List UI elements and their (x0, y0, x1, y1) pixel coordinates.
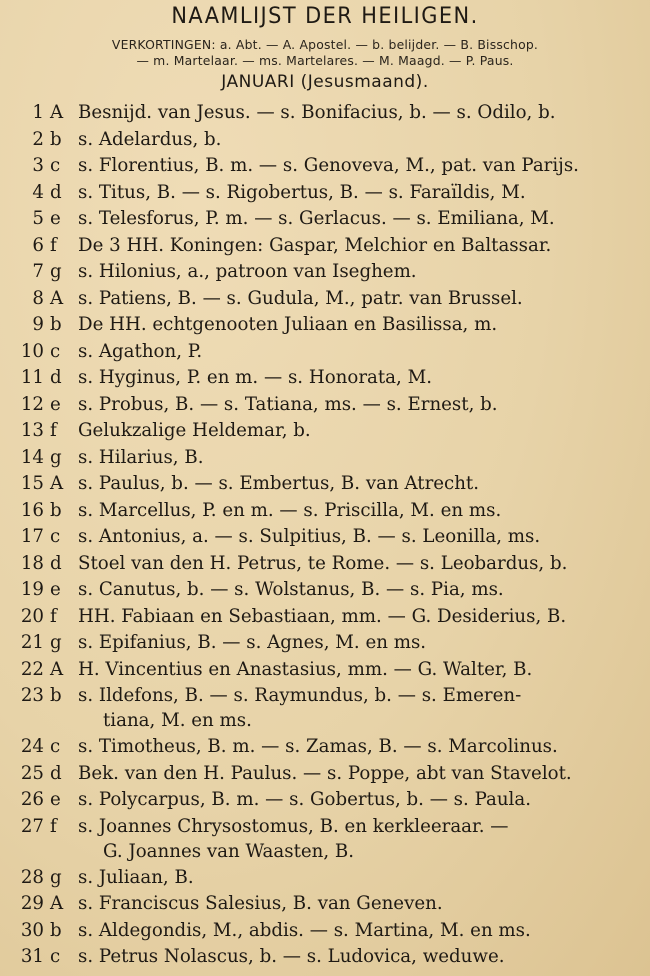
day-number: 18 (20, 552, 44, 574)
day-number: 23 (20, 685, 44, 706)
dominical-letter: g (50, 866, 62, 888)
day-number: 4 (32, 181, 44, 203)
day-number: 30 (20, 919, 44, 941)
saints-text: s. Marcellus, P. en m. — s. Priscilla, M. en ms. (78, 499, 502, 521)
list-item (0, 524, 650, 551)
dominical-letter: f (50, 234, 57, 256)
dominical-letter: e (50, 579, 61, 600)
day-number: 1 (32, 102, 44, 123)
list-item (0, 761, 650, 788)
saints-text: s. Juliaan, B. (78, 866, 194, 888)
list-item (0, 259, 650, 286)
saints-text: s. Agathon, P. (78, 340, 203, 362)
saints-text: s. Hilarius, B. (78, 446, 204, 468)
dominical-letter: e (50, 393, 61, 415)
saints-text-continuation: tiana, M. en ms. (103, 710, 252, 731)
dominical-letter: A (50, 893, 64, 914)
saints-text-continuation: G. Joannes van Waasten, B. (103, 840, 355, 862)
list-item (0, 233, 650, 260)
dominical-letter: g (50, 632, 62, 653)
saints-text: s. Timotheus, B. m. — s. Zamas, B. — s. Marcolinus. (78, 736, 558, 757)
day-number: 26 (20, 789, 44, 810)
dominical-letter: d (50, 552, 62, 574)
saints-text: Gelukzalige Heldemar, b. (78, 420, 311, 441)
day-number: 17 (20, 526, 44, 547)
list-item (0, 392, 650, 419)
saints-text: s. Adelardus, b. (78, 128, 222, 150)
dominical-letter: f (50, 815, 57, 837)
dominical-letter: b (50, 685, 62, 706)
dominical-letter: d (50, 181, 62, 203)
day-number: 28 (20, 866, 44, 888)
day-number: 19 (20, 579, 44, 600)
list-item (0, 891, 650, 918)
saints-text: De HH. echtgenooten Juliaan en Basilissa, m. (78, 314, 498, 335)
day-number: 13 (20, 420, 44, 441)
day-number: 31 (20, 946, 44, 967)
list-item (0, 312, 650, 339)
list-item (0, 180, 650, 207)
list-item (0, 918, 650, 945)
list-item (0, 683, 650, 734)
saints-text: De 3 HH. Koningen: Gaspar, Melchior en Baltassar. (78, 234, 552, 256)
list-item (0, 814, 650, 865)
saints-text: s. Antonius, a. — s. Sulpitius, B. — s. Leonilla, ms. (78, 526, 541, 547)
day-number: 29 (20, 893, 44, 914)
dominical-letter: A (50, 287, 64, 309)
saints-text: Bek. van den H. Paulus. — s. Poppe, abt van Stavelot. (78, 762, 572, 784)
day-number: 24 (20, 736, 44, 757)
dominical-letter: f (50, 605, 57, 627)
list-item (0, 551, 650, 578)
day-number: 3 (32, 155, 44, 176)
list-item (0, 944, 650, 971)
list-item (0, 787, 650, 814)
list-item (0, 206, 650, 233)
saints-text: H. Vincentius en Anastasius, mm. — G. Walter, B. (78, 658, 533, 680)
day-number: 21 (20, 632, 44, 653)
list-item (0, 865, 650, 892)
saints-text: s. Franciscus Salesius, B. van Geneven. (78, 893, 443, 914)
list-item (0, 127, 650, 154)
page-title: NAAMLIJST DER HEILIGEN. (171, 4, 479, 29)
dominical-letter: g (50, 446, 62, 468)
saints-text: s. Hyginus, P. en m. — s. Honorata, M. (78, 367, 432, 388)
dominical-letter: c (50, 736, 61, 757)
dominical-letter: e (50, 208, 61, 229)
dominical-letter: e (50, 789, 61, 810)
dominical-letter: A (50, 473, 64, 494)
day-number: 20 (20, 605, 44, 627)
saints-text: s. Florentius, B. m. — s. Genoveva, M., pat. van Parijs. (78, 155, 579, 176)
list-item (0, 153, 650, 180)
list-item (0, 100, 650, 127)
saints-text: s. Aldegondis, M., abdis. — s. Martina, M. en ms. (78, 919, 531, 941)
day-number: 12 (20, 393, 44, 415)
saints-text: s. Telesforus, P. m. — s. Gerlacus. — s. Emiliana, M. (78, 208, 555, 229)
list-item (0, 365, 650, 392)
day-number: 7 (32, 261, 44, 282)
dominical-letter: b (50, 499, 62, 521)
list-item (0, 418, 650, 445)
dominical-letter: c (50, 155, 61, 176)
saints-text: s. Joannes Chrysostomus, B. en kerkleeraar. — (78, 815, 509, 837)
dominical-letter: c (50, 946, 61, 967)
day-number: 27 (20, 815, 44, 837)
dominical-letter: b (50, 128, 62, 150)
day-number: 11 (20, 367, 44, 388)
saints-text: s. Ildefons, B. — s. Raymundus, b. — s. Emeren- (78, 685, 522, 706)
dominical-letter: g (50, 261, 62, 282)
list-item (0, 286, 650, 313)
day-number: 14 (20, 446, 44, 468)
month-heading: JANUARI (Jesusmaand). (221, 72, 429, 92)
day-number: 22 (20, 658, 44, 680)
list-item (0, 498, 650, 525)
day-number: 16 (20, 499, 44, 521)
list-item (0, 604, 650, 631)
dominical-letter: A (50, 658, 64, 680)
day-number: 15 (20, 473, 44, 494)
saints-text: Stoel van den H. Petrus, te Rome. — s. Leobardus, b. (78, 552, 568, 574)
list-item (0, 657, 650, 684)
saints-text: s. Polycarpus, B. m. — s. Gobertus, b. — s. Paula. (78, 789, 531, 810)
dominical-letter: d (50, 367, 62, 388)
day-number: 8 (32, 287, 44, 309)
day-number: 2 (32, 128, 44, 150)
list-item (0, 339, 650, 366)
list-item (0, 445, 650, 472)
dominical-letter: b (50, 919, 62, 941)
day-number: 25 (20, 762, 44, 784)
saints-text: s. Titus, B. — s. Rigobertus, B. — s. Faraïldis, M. (78, 181, 526, 203)
day-number: 6 (32, 234, 44, 256)
saints-text: s. Paulus, b. — s. Embertus, B. van Atrecht. (78, 473, 480, 494)
saints-text: s. Epifanius, B. — s. Agnes, M. en ms. (78, 632, 427, 653)
dominical-letter: c (50, 526, 61, 547)
saints-text: s. Canutus, b. — s. Wolstanus, B. — s. Pia, ms. (78, 579, 504, 600)
list-item (0, 577, 650, 604)
saints-text: s. Hilonius, a., patroon van Iseghem. (78, 261, 417, 282)
saints-text: s. Petrus Nolascus, b. — s. Ludovica, weduwe. (78, 946, 505, 967)
list-item (0, 471, 650, 498)
day-number: 5 (32, 208, 44, 229)
dominical-letter: A (50, 102, 64, 123)
list-item (0, 734, 650, 761)
dominical-letter: d (50, 762, 62, 784)
day-number: 9 (32, 314, 44, 335)
saints-text: s. Probus, B. — s. Tatiana, ms. — s. Ernest, b. (78, 393, 498, 415)
day-number: 10 (20, 340, 44, 362)
abbreviations-line-2: — m. Martelaar. — ms. Martelares. — M. Maagd. — P. Paus. (136, 53, 514, 68)
abbreviations-line-1: VERKORTINGEN: a. Abt. — A. Apostel. — b. belijder. — B. Bisschop. (111, 37, 539, 52)
dominical-letter: b (50, 314, 62, 335)
saints-text: s. Patiens, B. — s. Gudula, M., patr. van Brussel. (78, 287, 523, 309)
saints-text: HH. Fabiaan en Sebastiaan, mm. — G. Desiderius, B. (78, 605, 567, 627)
list-item (0, 630, 650, 657)
dominical-letter: f (50, 420, 57, 441)
saints-text: Besnijd. van Jesus. — s. Bonifacius, b. — s. Odilo, b. (78, 102, 556, 123)
saints-list (0, 100, 650, 971)
dominical-letter: c (50, 340, 61, 362)
